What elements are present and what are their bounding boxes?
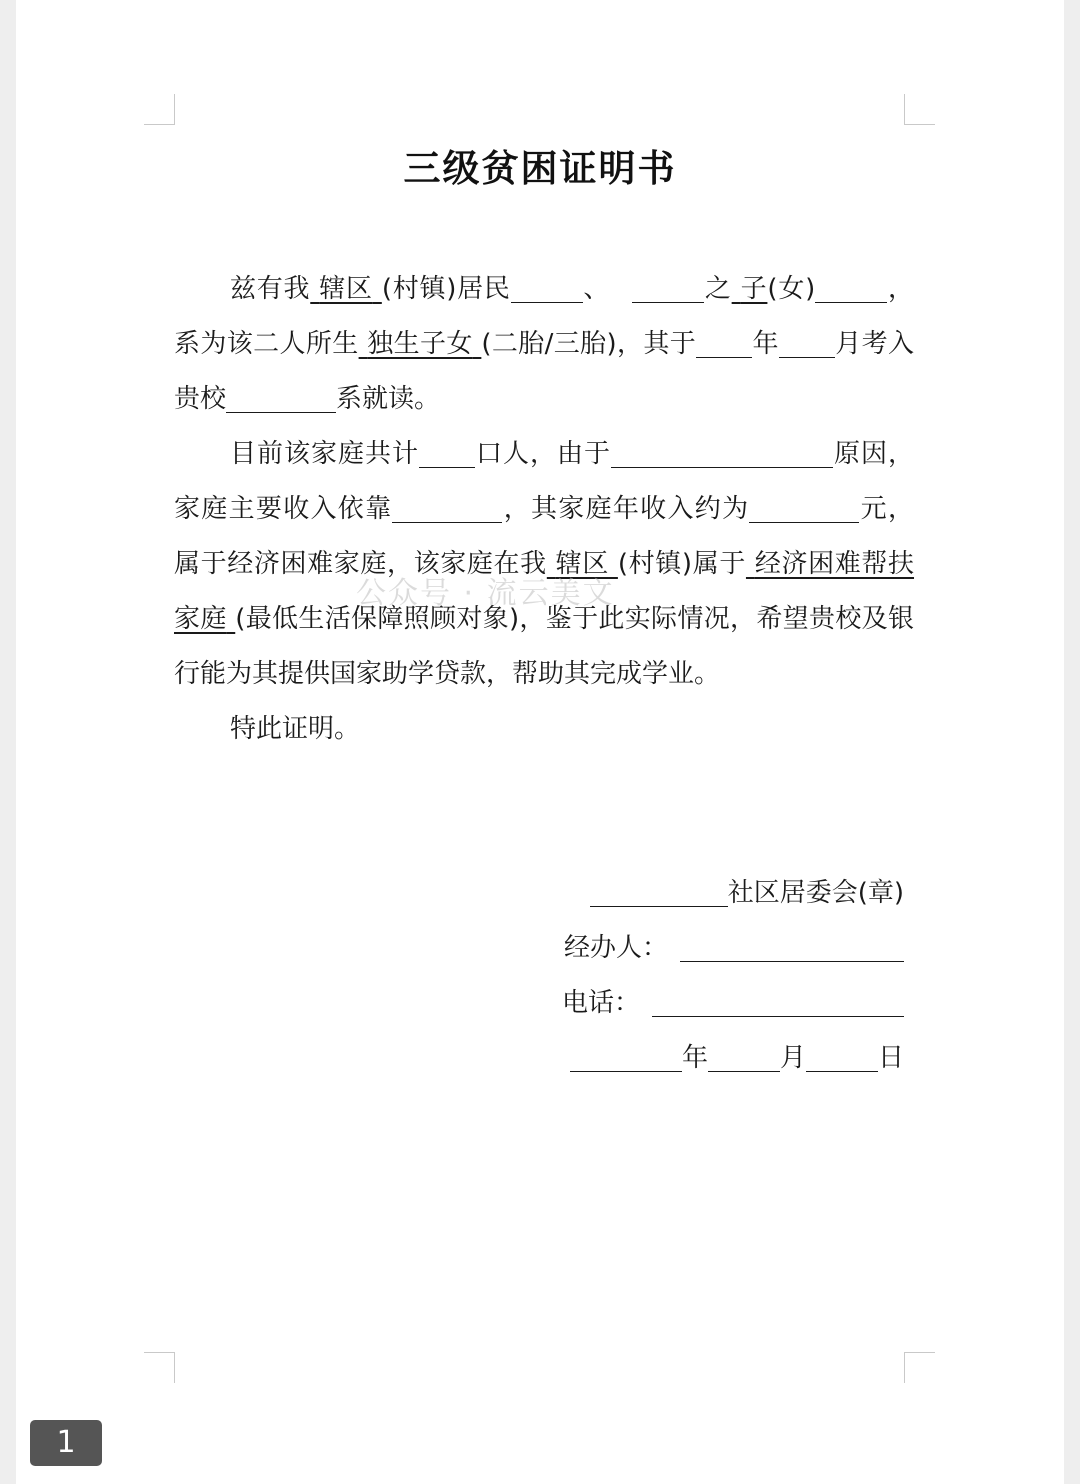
text: 口人，由于 <box>474 439 611 469</box>
corner-mark-bottom-right <box>904 1352 935 1383</box>
text: (村镇)居民 <box>381 274 511 304</box>
blank-household-size <box>419 437 475 468</box>
text: ，其家庭年收入约为 <box>502 494 750 524</box>
text: 辖区 <box>319 274 373 304</box>
signature-committee <box>590 873 904 913</box>
blank-phone <box>652 986 904 1017</box>
text: 年 <box>752 329 779 359</box>
underlined-area <box>310 274 382 304</box>
blank-reason <box>611 437 833 468</box>
text: 经办人： <box>563 933 668 963</box>
blank-sign-day <box>806 1041 878 1072</box>
corner-mark-top-left <box>144 94 175 125</box>
text: 考入贵校 <box>174 329 914 414</box>
text: 原因，家庭主要收入依靠 <box>174 439 914 524</box>
text: 经济困难帮扶家庭 <box>174 549 915 634</box>
blank-sign-month <box>708 1041 780 1072</box>
text: 系就读。 <box>336 384 441 414</box>
blank-annual-income <box>749 492 859 523</box>
blank-enroll-month <box>779 327 835 358</box>
blank-income-source <box>392 492 502 523</box>
blank-sign-year <box>570 1041 682 1072</box>
text: 辖区 <box>555 549 609 579</box>
paragraph-3: 特此证明。 <box>230 714 361 744</box>
page-number-badge[interactable]: 1 <box>30 1420 102 1466</box>
blank-enroll-year <box>696 327 752 358</box>
text: 年 <box>681 1043 708 1073</box>
underlined-child <box>732 274 768 304</box>
text: ，系为该二人所生 <box>174 274 914 359</box>
underlined-only-child <box>359 329 482 359</box>
document-page <box>16 0 1064 1484</box>
blank-department <box>226 382 336 413</box>
text: 独生子女 <box>367 329 473 359</box>
blank-mother-name <box>632 272 704 303</box>
signature-date <box>570 1038 904 1078</box>
paragraph-1 <box>174 262 914 427</box>
text: 兹有我 <box>230 274 311 304</box>
text: 子 <box>740 274 768 304</box>
text: 目前该家庭共计 <box>230 439 419 469</box>
watermark: 公众号 · 流云美文 <box>356 576 615 611</box>
text: (最低生活保障照顾对象)，鉴于此实际情况，希望贵校及银行能为其提供国家助学贷款，帮助其完成学业。 <box>174 604 914 689</box>
signature-handler <box>564 928 904 968</box>
corner-mark-top-right <box>904 94 935 125</box>
paragraph-2 <box>174 427 914 702</box>
blank-handler <box>680 931 904 962</box>
text: 社区居委会(章) <box>727 878 904 908</box>
text: 日 <box>877 1043 904 1073</box>
text: (二胎/三胎)，其于 <box>481 329 697 359</box>
text: 、 <box>582 274 611 304</box>
blank-child-name <box>815 272 887 303</box>
signature-phone <box>562 983 904 1023</box>
text: 电话： <box>561 988 640 1018</box>
text: 之 <box>704 274 732 304</box>
text: (女) <box>767 274 816 304</box>
blank-father-name <box>511 272 583 303</box>
text: 月 <box>834 329 862 359</box>
blank-community-name <box>590 876 728 907</box>
document-title: 三级贫困证明书 <box>403 147 677 190</box>
document-body <box>174 262 914 757</box>
text: 元，属于经济困难家庭，该家庭在我 <box>174 494 914 579</box>
corner-mark-bottom-left <box>144 1352 175 1383</box>
text: (村镇)属于 <box>617 549 746 579</box>
text: 月 <box>779 1043 806 1073</box>
